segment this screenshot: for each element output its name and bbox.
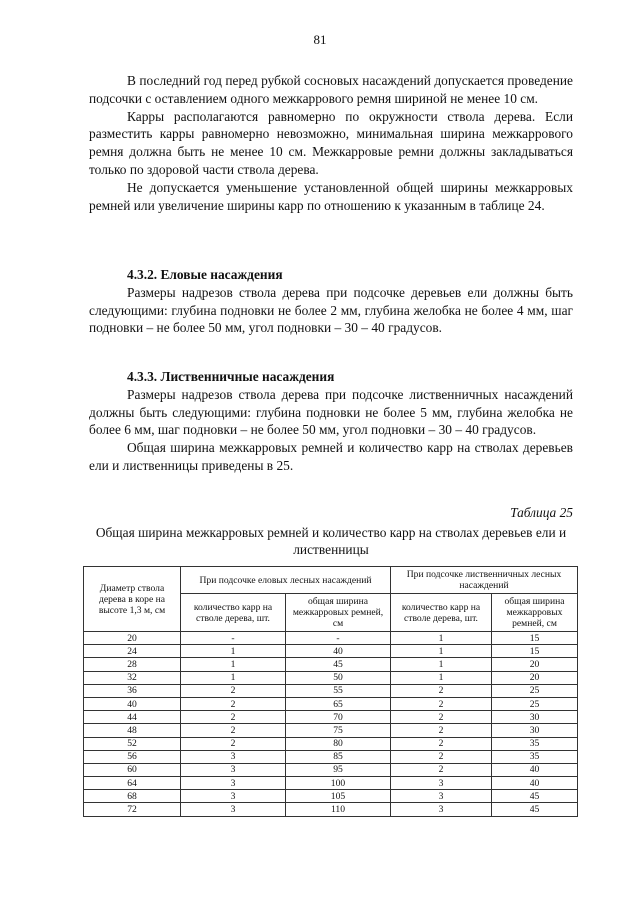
table-row	[84, 711, 578, 724]
table-cell: 28	[84, 658, 181, 671]
table-cell: 32	[84, 671, 181, 684]
table-cell: 3	[181, 790, 286, 803]
table-cell: 3	[391, 777, 492, 790]
table-cell: 40	[84, 697, 181, 710]
table-cell: 1	[181, 645, 286, 658]
header-count-larch: количество карр на стволе дерева, шт.	[391, 594, 492, 632]
table-row	[84, 750, 578, 763]
header-count-spruce: количество карр на стволе дерева, шт.	[181, 594, 286, 632]
section-text-table-ref: Общая ширина межкарровых ремней и количество карр на стволах деревьев ели и лиственницы приведены в 25.	[89, 440, 573, 473]
table-cell: 1	[181, 671, 286, 684]
table-cell: 20	[492, 671, 578, 684]
intro-paragraphs	[89, 72, 573, 214]
table-cell: 75	[286, 724, 391, 737]
table-row	[84, 790, 578, 803]
table-cell: 2	[391, 750, 492, 763]
table-cell: 56	[84, 750, 181, 763]
table-row	[84, 658, 578, 671]
table-cell: 15	[492, 645, 578, 658]
table-cell: 2	[181, 724, 286, 737]
table-cell: 45	[286, 658, 391, 671]
table-cell: 105	[286, 790, 391, 803]
data-table	[83, 566, 578, 817]
table-row	[84, 763, 578, 776]
table-cell: 2	[181, 737, 286, 750]
table-cell: 2	[391, 697, 492, 710]
section-text-spruce: Размеры надрезов ствола дерева при подсочке деревьев ели должны быть следующими: глубина подновки не более 2 мм, глубина желобка не более 4 мм, шаг подновки – не более 50 мм, угол подновки – 30 – 40 градусов.	[89, 284, 573, 336]
table-cell: 36	[84, 684, 181, 697]
table-cell: -	[181, 632, 286, 645]
table-cell: 44	[84, 711, 181, 724]
table-row	[84, 803, 578, 816]
header-width-larch: общая ширина межкарровых ремней, см	[492, 594, 578, 632]
table-row	[84, 737, 578, 750]
table-cell: 15	[492, 632, 578, 645]
table-cell: 95	[286, 763, 391, 776]
section-heading-spruce: 4.3.2. Еловые насаждения	[127, 267, 283, 282]
table-row	[84, 697, 578, 710]
table-cell: 50	[286, 671, 391, 684]
section-text-larch: Размеры надрезов ствола дерева при подсочке лиственничных насаждений должны быть следующими: глубина подновки не более 5 мм, глубина желобка не более 6 мм, шаг подновки – не более 50 мм, угол подновки – 30 – 40 градусов.	[89, 386, 573, 438]
section-heading-larch: 4.3.3. Лиственничные насаждения	[127, 369, 335, 384]
table-cell: 85	[286, 750, 391, 763]
table-cell: 25	[492, 684, 578, 697]
table-cell: 3	[181, 763, 286, 776]
table-cell: 100	[286, 777, 391, 790]
table-body	[84, 632, 578, 817]
table-cell: 3	[181, 777, 286, 790]
paragraph-2: Карры располагаются равномерно по окружности ствола дерева. Если разместить карры равномерно невозможно, минимальная ширина межкаррового ремня должна быть не менее 10 см. Межкарровые ремни должны закладываться только по здоровой части ствола дерева.	[89, 108, 573, 177]
table-cell: 65	[286, 697, 391, 710]
header-group-larch: При подсочке лиственничных лесных насаждений	[391, 567, 578, 594]
table-caption: Таблица 25	[510, 505, 573, 520]
table-cell: 2	[391, 684, 492, 697]
table-row	[84, 632, 578, 645]
table-cell: 110	[286, 803, 391, 816]
header-group-spruce: При подсочке еловых лесных насаждений	[181, 567, 391, 594]
table-cell: 1	[391, 671, 492, 684]
table-cell: 72	[84, 803, 181, 816]
table-cell: 1	[391, 658, 492, 671]
table-cell: 64	[84, 777, 181, 790]
table-cell: 24	[84, 645, 181, 658]
table-cell: 3	[181, 803, 286, 816]
table-row	[84, 645, 578, 658]
table-cell: 2	[181, 697, 286, 710]
table-cell: 1	[391, 645, 492, 658]
table-cell: 80	[286, 737, 391, 750]
header-diameter: Диаметр ствола дерева в коре на высоте 1,3 м, см	[84, 567, 181, 632]
table-cell: 70	[286, 711, 391, 724]
table-cell: 40	[286, 645, 391, 658]
table-cell: 2	[391, 711, 492, 724]
paragraph-1: В последний год перед рубкой сосновых насаждений допускается проведение подсочки с оставлением одного межкаррового ремня шириной не менее 10 см.	[89, 73, 573, 106]
paragraph-3: Не допускается уменьшение установленной общей ширины межкарровых ремней или увеличение ширины карр по отношению к указанным в таблице 24.	[89, 179, 573, 213]
table-cell: 2	[391, 737, 492, 750]
table-cell: 20	[492, 658, 578, 671]
table-cell: 1	[181, 658, 286, 671]
table-cell: 40	[492, 763, 578, 776]
section-larch	[89, 368, 573, 475]
table-cell: 45	[492, 790, 578, 803]
page-number: 81	[313, 32, 327, 47]
table-cell: 48	[84, 724, 181, 737]
header-width-spruce: общая ширина межкарровых ремней, см	[286, 594, 391, 632]
table-cell: 55	[286, 684, 391, 697]
table-cell: 3	[181, 750, 286, 763]
table-cell: 30	[492, 724, 578, 737]
table-cell: 35	[492, 750, 578, 763]
table-title: Общая ширина межкарровых ремней и количество карр на стволах деревьев ели и лиственницы	[95, 525, 567, 557]
table-cell: 68	[84, 790, 181, 803]
table-cell: 45	[492, 803, 578, 816]
table-cell: 20	[84, 632, 181, 645]
table-cell: 52	[84, 737, 181, 750]
table-cell: 35	[492, 737, 578, 750]
table-cell: 25	[492, 697, 578, 710]
table-row	[84, 684, 578, 697]
table-row	[84, 724, 578, 737]
table-cell: -	[286, 632, 391, 645]
table-cell: 2	[181, 684, 286, 697]
table-cell: 2	[391, 763, 492, 776]
table-cell: 1	[391, 632, 492, 645]
table-cell: 3	[391, 790, 492, 803]
table-cell: 40	[492, 777, 578, 790]
table-cell: 3	[391, 803, 492, 816]
section-spruce	[89, 266, 573, 337]
table-row	[84, 671, 578, 684]
table-cell: 2	[181, 711, 286, 724]
table-cell: 2	[391, 724, 492, 737]
table-row	[84, 777, 578, 790]
table-cell: 60	[84, 763, 181, 776]
table-cell: 30	[492, 711, 578, 724]
